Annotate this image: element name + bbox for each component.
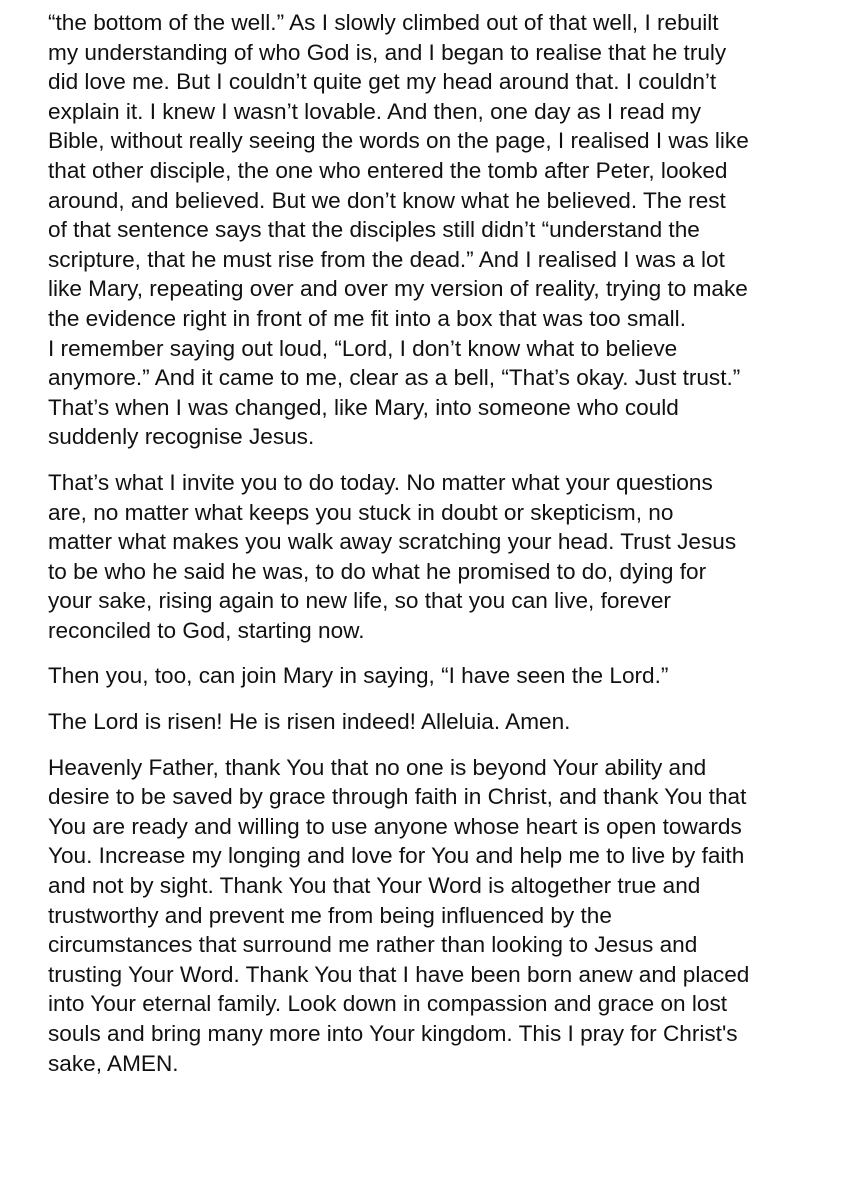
text-line: suddenly recognise Jesus. <box>48 424 315 450</box>
text-line: of that sentence says that the disciples still didn’t “understand the <box>48 217 700 243</box>
text-line: explain it. I knew I wasn’t lovable. And then, one day as I read my <box>48 98 702 124</box>
text-line: trustworthy and prevent me from being influenced by the <box>48 902 612 928</box>
text-line: into Your eternal family. Look down in compassion and grace on lost <box>48 991 728 1017</box>
paragraph-prayer <box>48 753 818 1079</box>
paragraph-invitation <box>48 468 818 646</box>
text-line: “the bottom of the well.” As I slowly climbed out of that well, I rebuilt <box>48 10 719 35</box>
text-line: You are ready and willing to use anyone whose heart is open towards <box>48 813 742 839</box>
text-line: my understanding of who God is, and I began to realise that he truly <box>48 39 727 65</box>
text-line: did love me. But I couldn’t quite get my head around that. I couldn’t <box>48 69 717 95</box>
text-line: Then you, too, can join Mary in saying, “I have seen the Lord.” <box>48 663 669 689</box>
document-page <box>48 8 818 1094</box>
text-line: are, no matter what keeps you stuck in doubt or skepticism, no <box>48 499 674 525</box>
paragraph-testimony <box>48 8 818 452</box>
text-line: your sake, rising again to new life, so that you can live, forever <box>48 588 671 614</box>
text-line: and not by sight. Thank You that Your Word is altogether true and <box>48 873 701 899</box>
paragraph-join-mary <box>48 661 818 691</box>
text-line: sake, AMEN. <box>48 1050 179 1076</box>
text-line: circumstances that surround me rather than looking to Jesus and <box>48 932 698 958</box>
text-line: That’s when I was changed, like Mary, into someone who could <box>48 394 679 420</box>
text-line: matter what makes you walk away scratching your head. Trust Jesus <box>48 529 737 555</box>
text-line: scripture, that he must rise from the dead.” And I realised I was a lot <box>48 246 725 272</box>
text-line: anymore.” And it came to me, clear as a bell, “That’s okay. Just trust.” <box>48 365 741 391</box>
text-line: like Mary, repeating over and over my version of reality, trying to make <box>48 276 748 302</box>
text-line: That’s what I invite you to do today. No matter what your questions <box>48 469 713 495</box>
text-line: reconciled to God, starting now. <box>48 617 365 643</box>
text-line: Bible, without really seeing the words on the page, I realised I was like <box>48 128 749 154</box>
text-line: the evidence right in front of me fit into a box that was too small. <box>48 305 686 331</box>
text-line: that other disciple, the one who entered the tomb after Peter, looked <box>48 157 728 183</box>
text-line: I remember saying out loud, “Lord, I don’t know what to believe <box>48 335 678 361</box>
text-line: desire to be saved by grace through faith in Christ, and thank You that <box>48 784 747 810</box>
text-line: Heavenly Father, thank You that no one is beyond Your ability and <box>48 754 707 780</box>
text-line: around, and believed. But we don’t know what he believed. The rest <box>48 187 726 213</box>
text-line: The Lord is risen! He is risen indeed! Alleluia. Amen. <box>48 709 571 735</box>
text-line: souls and bring many more into Your kingdom. This I pray for Christ's <box>48 1021 738 1046</box>
paragraph-acclamation <box>48 707 818 737</box>
text-line: to be who he said he was, to do what he promised to do, dying for <box>48 558 707 584</box>
text-line: trusting Your Word. Thank You that I have been born anew and placed <box>48 961 750 987</box>
text-line: You. Increase my longing and love for You and help me to live by faith <box>48 843 745 869</box>
